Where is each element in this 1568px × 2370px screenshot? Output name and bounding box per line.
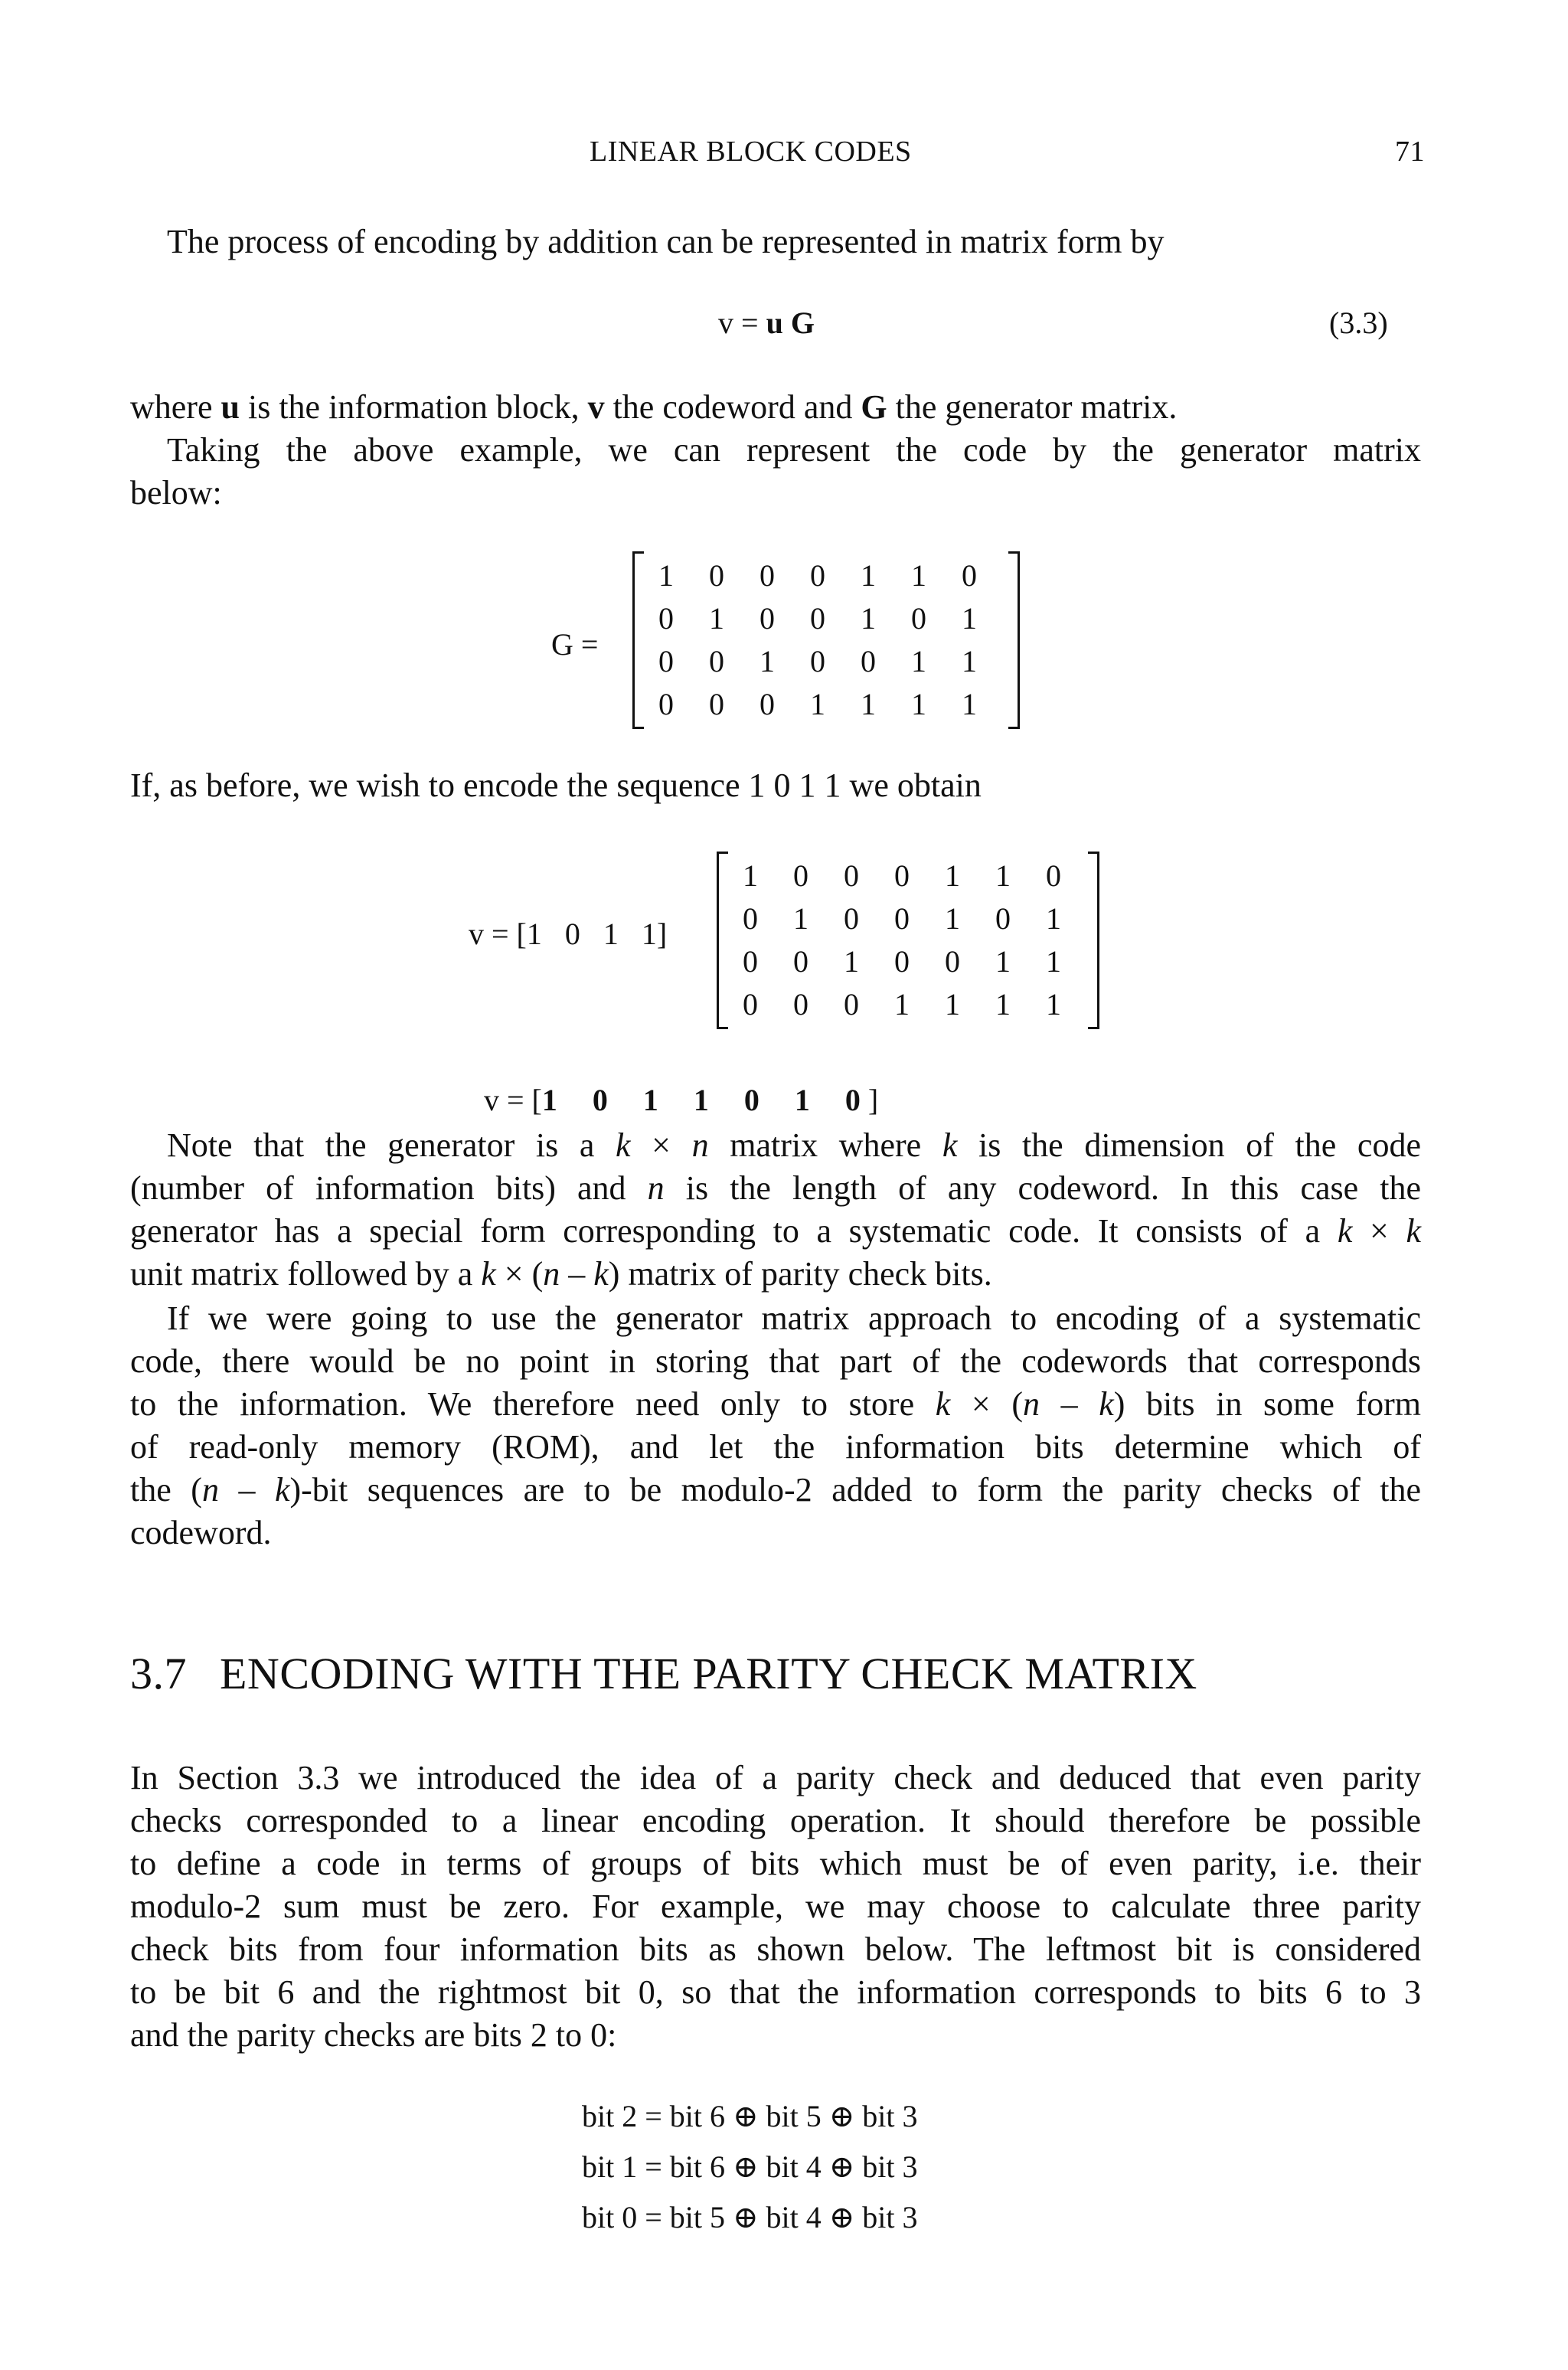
result-bits <box>542 1083 868 1117</box>
matrix-cell: 0 <box>844 901 859 936</box>
minus: – <box>238 1471 256 1509</box>
para3-line-7: and the parity checks are bits 2 to 0: <box>130 2016 617 2054</box>
result-bit: 1 <box>541 1083 557 1117</box>
result-prefix: v = [ <box>484 1083 542 1117</box>
matrix-cell: 1 <box>911 644 926 678</box>
matrix-cell: 1 <box>1046 901 1061 936</box>
matrix-cell: 0 <box>810 644 825 678</box>
result-bit: 1 <box>794 1083 810 1117</box>
matrix-cell: 1 <box>995 987 1011 1022</box>
matrix-cell: 1 <box>962 644 977 678</box>
sym-n: n <box>543 1255 560 1293</box>
matrix-cell: 0 <box>894 901 910 936</box>
sym-k: k <box>942 1126 958 1164</box>
eq-g: G <box>790 306 815 340</box>
paren: ( <box>1011 1385 1023 1423</box>
encode-line: If, as before, we wish to encode the sequence 1 0 1 1 we obtain <box>130 767 982 804</box>
equation-number: (3.3) <box>1329 306 1388 340</box>
matrix-cell: 1 <box>810 687 825 721</box>
matrix-cell: 0 <box>743 901 758 936</box>
matrix-cell: 1 <box>861 558 876 593</box>
result-bit: 0 <box>743 1083 760 1117</box>
sym-n: n <box>647 1169 665 1207</box>
word: the generator matrix. <box>895 388 1178 426</box>
result-bit: 0 <box>592 1083 608 1117</box>
matrix-cell: 0 <box>793 987 808 1022</box>
matrix-cell: 0 <box>760 601 775 636</box>
matrix-cell: 0 <box>894 858 910 893</box>
sym-k: k <box>616 1126 631 1164</box>
matrix-cell: 0 <box>861 644 876 678</box>
matrix-cell: 0 <box>1046 858 1061 893</box>
matrix-cell: 1 <box>911 687 926 721</box>
matrix-cell: 1 <box>709 601 724 636</box>
matrix-cell: 0 <box>793 858 808 893</box>
para2-line-5 <box>130 1467 1421 1513</box>
note-line-3 <box>130 1208 1421 1254</box>
matrix-cell: 0 <box>658 687 674 721</box>
section-title: ENCODING WITH THE PARITY CHECK MATRIX <box>220 1649 1197 1698</box>
para3-line-4: modulo-2 sum must be zero. For example, we may choose to calculate three parity <box>130 1888 1421 1925</box>
matrix-cell: 1 <box>911 558 926 593</box>
matrix-cell: 1 <box>793 901 808 936</box>
para2-line-1: If we were going to use the generator matrix approach to encoding of a systematic <box>167 1299 1421 1337</box>
word: generator has a special form corresponding to a systematic code. It consists of a <box>130 1212 1321 1250</box>
definitions-line-1 <box>130 384 1177 430</box>
word: Note that the generator is a <box>167 1126 595 1164</box>
matrix-cell: 1 <box>995 944 1011 979</box>
matrix-cell: 1 <box>945 901 960 936</box>
matrix-cell: 0 <box>810 601 825 636</box>
matrix-cell: 0 <box>743 944 758 979</box>
minus: – <box>1060 1385 1078 1423</box>
matrix-cell: 0 <box>760 558 775 593</box>
sym-k: k <box>274 1471 290 1509</box>
matrix-cell: 1 <box>962 687 977 721</box>
word: is the information block, <box>247 388 580 426</box>
para3-line-5: check bits from four information bits as shown below. The leftmost bit is considered <box>130 1930 1421 1968</box>
matrix-cell: 0 <box>709 644 724 678</box>
paren: ( <box>531 1255 544 1293</box>
matrix-cell: 1 <box>760 644 775 678</box>
word: matrix where <box>730 1126 922 1164</box>
result-bit: 1 <box>642 1083 658 1117</box>
definitions-line-3: below: <box>130 474 222 512</box>
matrix-cell: 1 <box>861 601 876 636</box>
matrix-cell: 0 <box>810 558 825 593</box>
parity-eq-3: bit 0 = bit 5 ⊕ bit 4 ⊕ bit 3 <box>582 2200 918 2234</box>
para2-line-3 <box>130 1381 1421 1427</box>
para2-line-6: codeword. <box>130 1514 272 1551</box>
matrix-cell: 1 <box>844 944 859 979</box>
sym-n: n <box>201 1471 219 1509</box>
sym-u: u <box>220 388 240 426</box>
eq-u: u <box>766 306 783 340</box>
word: matrix of parity check bits. <box>628 1255 992 1293</box>
running-header: LINEAR BLOCK CODES <box>590 136 912 168</box>
matrix-cell: 0 <box>760 687 775 721</box>
eq-lhs: v <box>718 306 733 340</box>
matrix-cell: 1 <box>658 558 674 593</box>
matrix-cell: 0 <box>962 558 977 593</box>
word: is the length of any codeword. In this case the <box>685 1169 1422 1207</box>
matrix-cell: 0 <box>658 601 674 636</box>
matrix-cell: 0 <box>709 558 724 593</box>
matrix-cell: 0 <box>911 601 926 636</box>
word: to the information. We therefore need only to store <box>130 1385 915 1423</box>
word: where <box>130 388 213 426</box>
result-vector <box>469 1046 878 1118</box>
sym-g: G <box>861 388 887 426</box>
equation-3-3 <box>718 305 815 341</box>
matrix-cell: 1 <box>945 858 960 893</box>
sym-k: k <box>593 1255 609 1293</box>
para2-line-4: of read-only memory (ROM), and let the information bits determine which of <box>130 1428 1421 1466</box>
matrix-cell: 1 <box>861 687 876 721</box>
left-bracket <box>717 852 728 1029</box>
paren: ) <box>289 1471 302 1509</box>
right-bracket <box>1088 852 1099 1029</box>
word: the <box>130 1471 172 1509</box>
para3-line-2: checks corresponded to a linear encoding operation. It should therefore be possible <box>130 1802 1421 1839</box>
matrix-cell: 0 <box>894 944 910 979</box>
matrix-cell: 0 <box>793 944 808 979</box>
sym-k: k <box>1337 1212 1353 1250</box>
note-line-4 <box>130 1251 992 1297</box>
sym-n: n <box>1022 1385 1040 1423</box>
matrix-cell: 0 <box>743 987 758 1022</box>
result-suffix: ] <box>867 1083 879 1117</box>
note-line-1 <box>167 1123 1421 1169</box>
sym-v: v <box>587 388 605 426</box>
matrix-cell: 0 <box>844 858 859 893</box>
times: × <box>652 1126 671 1164</box>
matrix-cell: 1 <box>945 987 960 1022</box>
sym-k: k <box>481 1255 496 1293</box>
matrix-cell: 0 <box>709 687 724 721</box>
matrix-cell: 0 <box>844 987 859 1022</box>
para3-line-6: to be bit 6 and the rightmost bit 0, so that the information corresponds to bits 6 to 3 <box>130 1973 1421 2011</box>
matrix-cell: 0 <box>945 944 960 979</box>
page-number: 71 <box>1395 136 1425 168</box>
matrix-cell: 1 <box>995 858 1011 893</box>
paren: ) <box>608 1255 620 1293</box>
matrix-cell: 1 <box>743 858 758 893</box>
section-number: 3.7 <box>130 1649 187 1698</box>
word: -bit sequences are to be modulo-2 added to form the parity checks of the <box>301 1471 1422 1509</box>
paren: ( <box>191 1471 202 1509</box>
matrix-cell: 0 <box>658 644 674 678</box>
product-matrix <box>717 852 1099 1029</box>
sym-k: k <box>1406 1212 1422 1250</box>
generator-matrix <box>632 551 1020 729</box>
result-bit: 1 <box>693 1083 709 1117</box>
result-bit: 0 <box>844 1083 861 1117</box>
note-line-2 <box>130 1165 1421 1211</box>
paren: ) <box>1113 1385 1125 1423</box>
left-bracket <box>632 551 644 729</box>
section-heading <box>130 1648 1197 1699</box>
parity-eq-1: bit 2 = bit 6 ⊕ bit 5 ⊕ bit 3 <box>582 2099 918 2133</box>
times: × <box>1370 1212 1389 1250</box>
definitions-line-2: Taking the above example, we can represent the code by the generator matrix <box>167 431 1421 469</box>
eq-equals: = <box>741 306 759 340</box>
para3-line-3: to define a code in terms of groups of bits which must be of even parity, i.e. their <box>130 1845 1421 1882</box>
sym-k: k <box>1099 1385 1114 1423</box>
sym-n: n <box>691 1126 709 1164</box>
product-lhs: v = [1 0 1 1] <box>469 917 668 951</box>
matrix-cell: 1 <box>1046 987 1061 1022</box>
matrix-cell: 1 <box>962 601 977 636</box>
para2-line-2: code, there would be no point in storing that part of the codewords that corresponds <box>130 1342 1421 1380</box>
generator-label: G = <box>551 627 599 662</box>
right-bracket <box>1008 551 1020 729</box>
word: the codeword and <box>612 388 853 426</box>
word: bits in some form <box>1145 1385 1422 1423</box>
matrix-cell: 1 <box>1046 944 1061 979</box>
word: (number of information bits) and <box>130 1169 626 1207</box>
sym-k: k <box>935 1385 951 1423</box>
word: is the dimension of the code <box>978 1126 1421 1164</box>
intro-line: The process of encoding by addition can be represented in matrix form by <box>167 223 1165 260</box>
para3-line-1: In Section 3.3 we introduced the idea of a parity check and deduced that even parity <box>130 1759 1421 1796</box>
parity-eq-2: bit 1 = bit 6 ⊕ bit 4 ⊕ bit 3 <box>582 2149 918 2184</box>
times: × <box>971 1385 991 1423</box>
minus: – <box>568 1255 586 1293</box>
word: unit matrix followed by a <box>130 1255 473 1293</box>
matrix-cell: 1 <box>894 987 910 1022</box>
times: × <box>504 1255 524 1293</box>
matrix-cell: 0 <box>995 901 1011 936</box>
